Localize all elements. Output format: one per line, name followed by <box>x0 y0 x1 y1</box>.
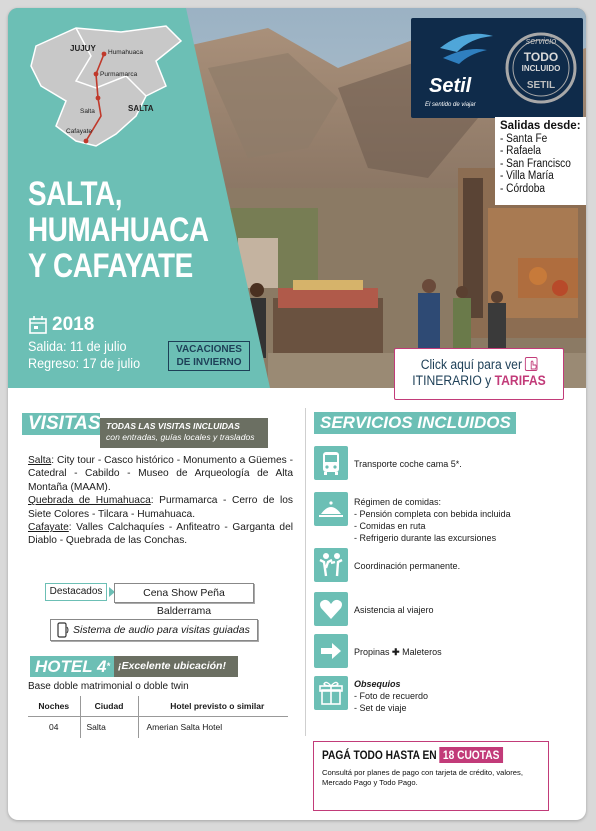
column-divider <box>305 408 306 736</box>
setil-tagline: El sentido de viajar <box>425 102 476 108</box>
column-header: Ciudad <box>80 696 138 716</box>
bus-icon <box>314 446 348 480</box>
visits-sub-line: TODAS LAS VISITAS INCLUIDAS <box>106 421 240 431</box>
map-city-purmamarca: Purmamarca <box>100 71 138 78</box>
seal-setil-text: SETIL <box>526 80 556 91</box>
visit-text-cafayate: : Valles Calchaquíes - Anfiteatro - Garganta del Diablo - Quebrada de las Conchas. <box>28 522 293 547</box>
hotel-heading-text: HOTEL 4 <box>35 657 107 676</box>
cta-tarifas: TARIFAS <box>494 373 546 388</box>
year-row <box>28 314 94 336</box>
arrow-right-icon <box>314 634 348 668</box>
cell-hotel: Amerian Salta Hotel <box>138 716 288 738</box>
visit-label-salta: Salta <box>28 455 52 466</box>
heart-icon <box>314 592 348 626</box>
payment-note: Consultá por planes de pago con tarjeta de crédito, valores, Mercado Pago y Todo Pago. <box>322 768 523 787</box>
visit-label-humahuaca: Quebrada de Humahuaca <box>28 495 151 507</box>
people-icon <box>314 548 348 582</box>
payment-box <box>313 741 549 811</box>
departure-city: - San Francisco <box>500 157 571 170</box>
hotel-location-tag: ¡Excelente ubicación! <box>114 656 238 677</box>
hotel-table <box>28 696 288 738</box>
map-label-jujuy: JUJUY <box>70 44 96 53</box>
cell-city: Salta <box>80 716 138 738</box>
service-text <box>354 496 574 544</box>
title-line: SALTA, <box>28 175 123 213</box>
meals-item: - Comidas en ruta <box>354 521 426 531</box>
vacation-line: VACACIONES <box>176 344 242 355</box>
visits-sub-line: con entradas, guías locales y traslados <box>106 432 255 442</box>
audio-text: Sistema de audio para visitas guiadas <box>73 624 250 636</box>
title-line: HUMAHUACA <box>28 211 209 249</box>
services-heading: SERVICIOS INCLUIDOS <box>314 412 516 434</box>
table-row <box>28 716 288 738</box>
meals-item: - Refrigerio durante las excursiones <box>354 533 497 543</box>
visit-text-humahuaca: : Purmamarca - Cerro de los Siete Colores - Tilcara - Humahuaca. <box>28 495 293 520</box>
hero-section <box>8 8 586 388</box>
itinerary-link-button[interactable] <box>394 348 564 400</box>
payment-heading-text: PAGÁ TODO HASTA EN <box>322 748 440 762</box>
audio-system-note <box>50 619 258 641</box>
vacation-line: DE INVIERNO <box>176 357 242 368</box>
visits-heading: VISITAS <box>22 413 100 435</box>
meals-heading: Régimen de comidas: <box>354 497 442 507</box>
departure-city: - Córdoba <box>500 182 546 195</box>
service-text: Transporte coche cama 5*. <box>354 459 462 469</box>
departures-box <box>495 117 586 205</box>
trip-dates <box>28 338 140 372</box>
audio-device-icon <box>56 622 70 638</box>
installments-badge: 18 CUOTAS <box>439 747 502 763</box>
service-tips <box>314 634 584 670</box>
trip-title <box>28 176 209 284</box>
cta-itinerary: ITINERARIO y <box>412 373 495 388</box>
map-city-salta: Salta <box>80 108 95 115</box>
highlights-label: Destacados <box>45 583 107 601</box>
map-city-humahuaca: Humahuaca <box>108 49 144 56</box>
highlight-show: Cena Show Peña Balderrama <box>114 583 254 603</box>
route-map <box>16 16 186 148</box>
trip-year: 2018 <box>52 314 95 335</box>
visit-text-salta: : City tour - Casco histórico - Monumento a Güemes - Catedral - Cabildo - Museo de Arqueología de Alta Montaña (MAAM). <box>28 455 293 493</box>
service-transport <box>314 446 584 482</box>
hotel-heading <box>30 656 114 677</box>
setil-swoosh-icon <box>435 28 495 78</box>
service-gifts <box>314 676 584 716</box>
departure-city: - Santa Fe <box>500 132 548 145</box>
departure-city: - Villa María <box>500 170 554 182</box>
return-date: Regreso: 17 de julio <box>28 355 141 371</box>
gifts-item: - Foto de recuerdo <box>354 691 429 701</box>
vacation-badge <box>168 341 250 371</box>
table-header-row <box>28 696 288 716</box>
service-text <box>354 646 574 658</box>
flyer-card <box>8 8 586 820</box>
service-text <box>354 678 574 714</box>
seal-top-text: servicio <box>525 36 557 46</box>
departure-city: - Rafaela <box>500 145 542 157</box>
departure-date: Salida: 11 de julio <box>28 338 127 354</box>
porters-text: Maleteros <box>399 647 442 657</box>
setil-brand: Setil <box>429 75 472 97</box>
serving-dish-icon <box>314 492 348 526</box>
hotel-room-base: Base doble matrimonial o doble twin <box>28 681 189 692</box>
gift-icon <box>314 676 348 710</box>
argentina-map-graphic <box>16 16 186 148</box>
hotel-heading-star: * <box>106 661 110 671</box>
visits-subheading <box>100 418 268 448</box>
map-city-cafayate: Cafayate <box>66 128 93 135</box>
payment-heading <box>322 748 507 762</box>
service-text: Asistencia al viajero <box>354 605 434 615</box>
visits-description <box>28 454 293 548</box>
seal-incluido-text: INCLUIDO <box>521 64 561 73</box>
cta-line1: Click aquí para ver <box>420 357 523 372</box>
gifts-item: - Set de viaje <box>354 703 407 713</box>
hand-pointer-icon <box>525 357 538 371</box>
visit-label-cafayate: Cafayate <box>28 522 69 534</box>
cell-nights: 04 <box>49 722 59 733</box>
tips-text: Propinas <box>354 647 393 657</box>
departures-heading: Salidas desde: <box>500 120 581 132</box>
setil-logo-box <box>411 18 583 118</box>
meals-item: - Pensión completa con bebida incluida <box>354 509 511 519</box>
todo-incluido-seal <box>503 24 579 112</box>
calendar-icon <box>28 315 48 335</box>
column-header: Hotel previsto o similar <box>138 696 288 716</box>
column-header: Noches <box>28 696 80 716</box>
seal-todo-text: TODO <box>523 50 559 64</box>
service-assistance <box>314 592 584 628</box>
map-label-salta-region: SALTA <box>128 104 154 113</box>
service-coordination <box>314 548 584 584</box>
service-meals <box>314 492 584 552</box>
title-line: Y CAFAYATE <box>28 247 193 285</box>
plus-icon: ✚ <box>392 647 400 657</box>
service-text: Coordinación permanente. <box>354 561 461 571</box>
gifts-heading: Obsequios <box>354 679 401 689</box>
